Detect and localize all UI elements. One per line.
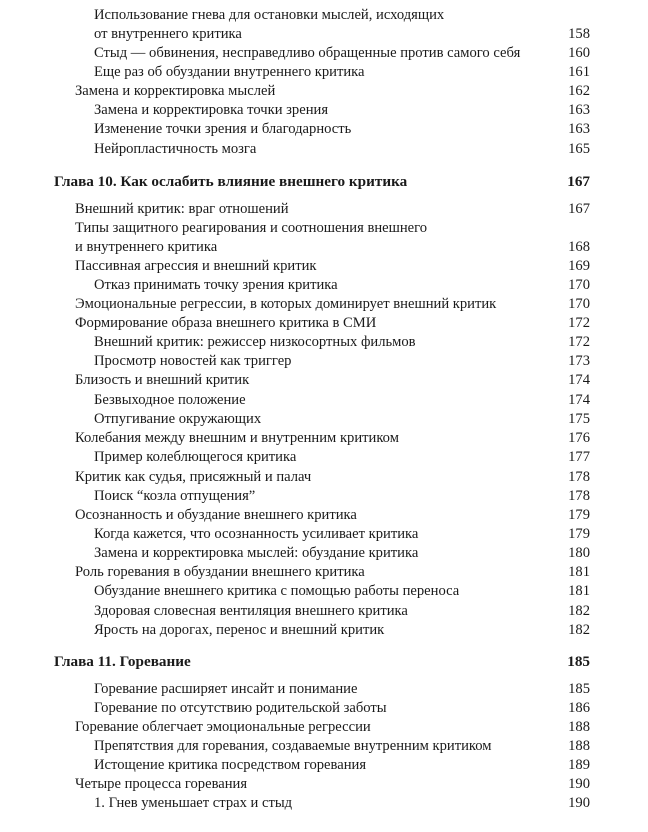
toc-page-number: 163 <box>568 102 590 118</box>
toc-page-number: 185 <box>568 681 590 697</box>
toc-entry <box>0 621 648 640</box>
toc-entry <box>0 544 648 563</box>
toc-page-number: 162 <box>568 83 590 99</box>
toc-entry-title: Типы защитного реагирования и соотношения внешнего <box>75 220 428 236</box>
toc-page-number: 182 <box>568 603 590 619</box>
toc-entry <box>0 699 648 718</box>
toc-entry <box>0 525 648 544</box>
toc-entry <box>0 737 648 756</box>
toc-page-number: 175 <box>568 411 590 427</box>
toc-page-number: 167 <box>567 173 590 190</box>
toc-entry-title: Внешний критик: враг отношений <box>75 201 289 217</box>
toc-entry-title: Осознанность и обуздание внешнего критика <box>75 507 357 523</box>
toc-entry <box>0 295 648 314</box>
toc-entry <box>0 429 648 448</box>
toc-page-number: 190 <box>568 795 590 811</box>
toc-entry-title: Безвыходное положение <box>94 392 246 408</box>
toc-entry <box>0 410 648 429</box>
toc-entry-title: Просмотр новостей как триггер <box>94 353 292 369</box>
toc-page-number: 181 <box>568 583 590 599</box>
toc-page-number: 167 <box>568 201 590 217</box>
toc-entry <box>0 276 648 295</box>
toc-entry <box>0 333 648 352</box>
toc-entry-title: Препятствия для горевания, создаваемые внутренним критиком <box>94 738 492 754</box>
toc-entry <box>0 352 648 371</box>
toc-entry-title: Обуздание внешнего критика с помощью работы переноса <box>94 583 460 599</box>
toc-entry <box>0 602 648 621</box>
toc-entry <box>0 487 648 506</box>
toc-entry-title: Роль горевания в обуздании внешнего критика <box>75 564 365 580</box>
toc-entry-title: Пассивная агрессия и внешний критик <box>75 258 317 274</box>
toc-entry-title: Нейропластичность мозга <box>94 141 257 157</box>
toc-chapter-heading <box>0 652 648 671</box>
toc-entry-title: Поиск “козла отпущения” <box>94 488 256 504</box>
toc-entry-title: Глава 11. Горевание <box>54 653 191 670</box>
toc-page-number: 170 <box>568 277 590 293</box>
toc-page-number: 174 <box>568 372 590 388</box>
toc-page-number: 188 <box>568 719 590 735</box>
toc-entry-title: Близость и внешний критик <box>75 372 250 388</box>
toc-page-number: 180 <box>568 545 590 561</box>
toc-entry <box>0 6 648 25</box>
toc-entry-title: Стыд — обвинения, несправедливо обращенные против самого себя <box>94 45 521 61</box>
toc-entry-title: Здоровая словесная вентиляция внешнего критика <box>94 603 408 619</box>
toc-entry <box>0 563 648 582</box>
toc-entry-title: Замена и корректировка точки зрения <box>94 102 329 118</box>
toc-page-number: 179 <box>568 507 590 523</box>
toc-page-number: 176 <box>568 430 590 446</box>
toc-entry-title: Пример колеблющегося критика <box>94 449 297 465</box>
toc-entry <box>0 257 648 276</box>
toc-entry <box>0 219 648 238</box>
toc-entry <box>0 391 648 410</box>
toc-entry <box>0 371 648 390</box>
toc-page-number: 181 <box>568 564 590 580</box>
toc-entry <box>0 468 648 487</box>
toc-entry-title: от внутреннего критика <box>94 26 242 42</box>
toc-entry-title: Внешний критик: режиссер низкосортных фильмов <box>94 334 416 350</box>
toc-entry <box>0 44 648 63</box>
toc-entry-title: Горевание по отсутствию родительской заботы <box>94 700 387 716</box>
toc-entry-title: Глава 10. Как ослабить влияние внешнего критика <box>54 173 408 190</box>
toc-entry-title: Формирование образа внешнего критика в СМИ <box>75 315 377 331</box>
toc-page-number: 170 <box>568 296 590 312</box>
toc-entry-title: Еще раз об обуздании внутреннего критика <box>94 64 365 80</box>
toc-entry-title: Когда кажется, что осознанность усиливает критика <box>94 526 419 542</box>
toc-entry-title: Истощение критика посредством горевания <box>94 757 367 773</box>
toc-entry-title: Горевание облегчает эмоциональные регрессии <box>75 719 371 735</box>
toc-page-number: 165 <box>568 141 590 157</box>
toc-page-number: 163 <box>568 121 590 137</box>
toc-page-number: 160 <box>568 45 590 61</box>
toc-entry <box>0 775 648 794</box>
toc-page-number: 178 <box>568 488 590 504</box>
toc-entry <box>0 140 648 159</box>
toc-entry <box>0 718 648 737</box>
toc-page-number: 172 <box>568 334 590 350</box>
toc-page-number: 188 <box>568 738 590 754</box>
toc-entry <box>0 314 648 333</box>
toc-entry-title: 1. Гнев уменьшает страх и стыд <box>94 795 293 811</box>
toc-entry <box>0 448 648 467</box>
toc-entry <box>0 200 648 219</box>
toc-entry <box>0 238 648 257</box>
toc-entry <box>0 506 648 525</box>
toc-page-number: 158 <box>568 26 590 42</box>
toc-entry-title: Колебания между внешним и внутренним критиком <box>75 430 399 446</box>
toc-entry <box>0 63 648 82</box>
toc-page-number: 185 <box>567 653 590 670</box>
toc-page-number: 186 <box>568 700 590 716</box>
toc-page-number: 161 <box>568 64 590 80</box>
toc-page-number: 172 <box>568 315 590 331</box>
toc-entry <box>0 101 648 120</box>
toc-entry-title: Ярость на дорогах, перенос и внешний критик <box>94 622 385 638</box>
toc-entry <box>0 582 648 601</box>
toc-entry-title: Четыре процесса горевания <box>75 776 248 792</box>
toc-entry-title: Критик как судья, присяжный и палач <box>75 469 312 485</box>
toc-page-number: 178 <box>568 469 590 485</box>
toc-page-number: 189 <box>568 757 590 773</box>
toc-entry-title: Использование гнева для остановки мыслей, исходящих <box>94 7 445 23</box>
toc-entry <box>0 25 648 44</box>
toc-entry-title: Эмоциональные регрессии, в которых доминирует внешний критик <box>75 296 497 312</box>
toc-page-number: 174 <box>568 392 590 408</box>
toc-entry <box>0 794 648 813</box>
toc-entry-title: Замена и корректировка мыслей <box>75 83 276 99</box>
toc-page-number: 173 <box>568 353 590 369</box>
toc-page-number: 182 <box>568 622 590 638</box>
toc-page-number: 168 <box>568 239 590 255</box>
toc-page-number: 190 <box>568 776 590 792</box>
toc-entry <box>0 82 648 101</box>
toc-entry-title: и внутреннего критика <box>75 239 218 255</box>
toc-entry-title: Горевание расширяет инсайт и понимание <box>94 681 358 697</box>
toc-entry <box>0 120 648 139</box>
toc-chapter-heading <box>0 172 648 191</box>
toc-entry-title: Отказ принимать точку зрения критика <box>94 277 338 293</box>
toc-page-number: 179 <box>568 526 590 542</box>
toc-entry <box>0 680 648 699</box>
toc-entry-title: Замена и корректировка мыслей: обуздание критика <box>94 545 419 561</box>
toc-entry <box>0 756 648 775</box>
toc-page-number: 169 <box>568 258 590 274</box>
toc-page-number: 177 <box>568 449 590 465</box>
toc-entry-title: Изменение точки зрения и благодарность <box>94 121 352 137</box>
toc-entry-title: Отпугивание окружающих <box>94 411 262 427</box>
